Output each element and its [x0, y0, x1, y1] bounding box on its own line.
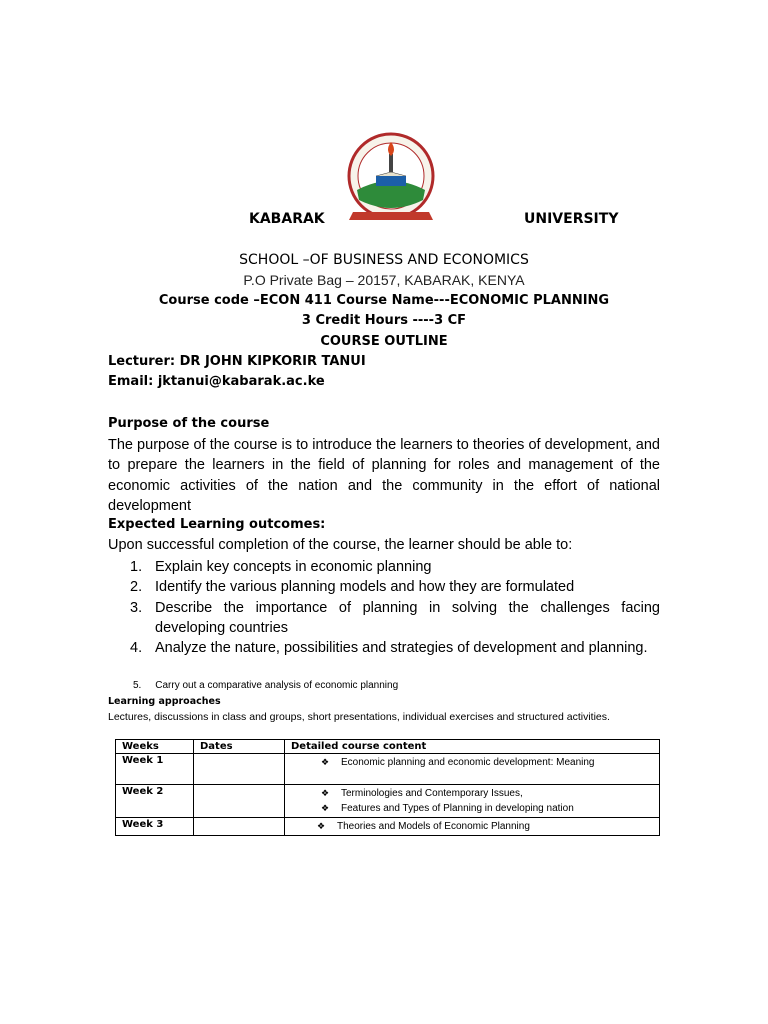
date-cell [194, 785, 285, 818]
header-dates: Dates [194, 740, 285, 754]
list-number: 2. [130, 579, 143, 596]
bullet-item: ❖ Economic planning and economic development: Meaning [321, 757, 595, 768]
date-cell [194, 754, 285, 785]
learning-approaches-text: Lectures, discussions in class and groups, short presentations, individual exercises and structured activities. [108, 711, 610, 723]
university-logo [343, 132, 439, 228]
university-name-left: KABARAK [249, 211, 325, 227]
table-row [116, 785, 660, 818]
list-text: Identify the various planning models and how they are formulated [155, 579, 575, 596]
list-text: Carry out a comparative analysis of economic planning [155, 680, 399, 691]
header-content: Detailed course content [285, 740, 660, 754]
table-header-row [116, 740, 660, 754]
list-text: Explain key concepts in economic planning [155, 559, 432, 575]
bullet-item: ❖ Features and Types of Planning in developing nation [321, 803, 574, 814]
purpose-paragraph: The purpose of the course is to introduce the learners to theories of development, and to prepare the learners in the field of planning for roles and management of the economic activities of the nation and the community in the effort of national development [108, 437, 660, 514]
learning-approaches-heading: Learning approaches [108, 696, 221, 707]
list-item [108, 598, 660, 639]
credit-hours: 3 Credit Hours ----3 CF [301, 313, 467, 328]
date-cell [194, 818, 285, 836]
list-text: Describe the importance of planning in solving the challenges facing developing countries [155, 599, 660, 636]
list-item-5 [133, 680, 398, 691]
list-number: 4. [130, 640, 143, 657]
lecturer-email: Email: jktanui@kabarak.ac.ke [108, 374, 325, 389]
course-content-table [115, 739, 660, 836]
diamond-bullet-icon: ❖ [321, 788, 330, 798]
list-text: Analyze the nature, possibilities and strategies of development and planning. [155, 640, 648, 657]
lecturer-name: Lecturer: DR JOHN KIPKORIR TANUI [108, 354, 366, 369]
week-cell: Week 2 [116, 785, 194, 818]
table-row [116, 818, 660, 836]
content-cell [285, 818, 660, 836]
postal-address: P.O Private Bag – 20157, KABARAK, KENYA [243, 272, 525, 288]
university-name-right: UNIVERSITY [524, 211, 619, 227]
course-outline-title: COURSE OUTLINE [320, 334, 448, 349]
header-weeks: Weeks [116, 740, 194, 754]
diamond-bullet-icon: ❖ [317, 821, 326, 831]
diamond-bullet-icon: ❖ [321, 803, 330, 813]
bullet-item: ❖ Theories and Models of Economic Planning [317, 821, 530, 832]
week-cell: Week 1 [116, 754, 194, 785]
content-cell [285, 754, 660, 785]
list-number: 3. [130, 599, 143, 616]
list-number: 1. [130, 559, 143, 575]
bullet-item: ❖ Terminologies and Contemporary Issues, [321, 788, 523, 799]
table-row [116, 754, 660, 785]
outcomes-heading: Expected Learning outcomes: [108, 517, 326, 532]
list-item [108, 577, 660, 597]
content-cell [285, 785, 660, 818]
school-title: SCHOOL –OF BUSINESS AND ECONOMICS [239, 252, 529, 268]
week-cell: Week 3 [116, 818, 194, 836]
diamond-bullet-icon: ❖ [321, 757, 330, 767]
list-item [108, 638, 660, 658]
course-code: Course code –ECON 411 Course Name---ECONOMIC PLANNING [158, 293, 610, 308]
outcomes-intro: Upon successful completion of the course, the learner should be able to: [108, 537, 573, 553]
list-item [108, 557, 660, 577]
list-number: 5. [133, 680, 142, 691]
purpose-heading: Purpose of the course [108, 416, 270, 431]
outcomes-list [108, 557, 660, 658]
